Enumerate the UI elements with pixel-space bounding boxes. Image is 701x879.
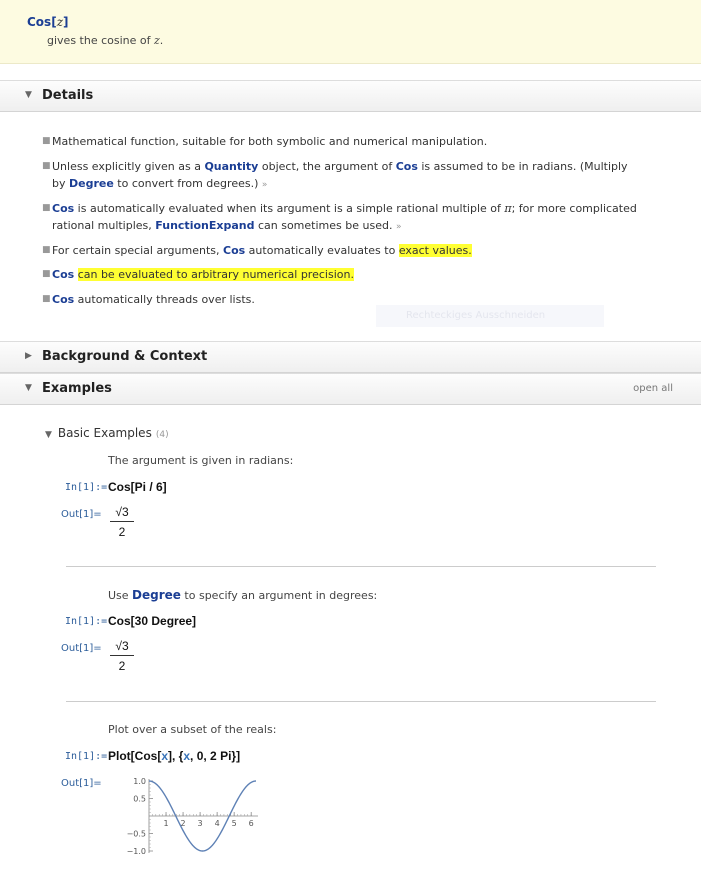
ghost-tooltip-text: Rechteckiges Ausschneiden (406, 310, 546, 321)
bullet-icon: ■ (42, 136, 51, 146)
t: rational multiples, (52, 219, 156, 232)
ghost-tooltip (376, 305, 604, 327)
y-tick-label: 1.0 (133, 777, 146, 786)
highlighted-text: can be evaluated to arbitrary numerical precision. (77, 268, 354, 281)
expanded-triangle-icon: ▼ (25, 383, 32, 393)
detail-text (52, 200, 662, 236)
var: x (161, 749, 169, 763)
link-degree[interactable]: Degree (69, 177, 114, 190)
link-quantity[interactable]: Quantity (204, 160, 259, 173)
t: by (52, 177, 69, 190)
detail-text (52, 242, 662, 259)
divider (66, 701, 656, 702)
x-tick-label: 3 (197, 819, 203, 828)
usage-box (0, 0, 701, 64)
t: automatically evaluates to (245, 244, 399, 257)
t: ], { (168, 749, 184, 763)
output-fraction (110, 639, 134, 673)
t: Unless explicitly given as a (52, 160, 205, 173)
t: Use (108, 589, 133, 602)
section-details-title: Details (42, 88, 94, 103)
numerator: √3 (110, 505, 134, 522)
y-tick-label: −1.0 (126, 847, 146, 856)
t: to specify an argument in degrees: (180, 589, 378, 602)
input-label: In[1]:= (65, 751, 108, 762)
section-examples-title: Examples (42, 381, 112, 396)
example-caption (108, 588, 377, 602)
output-label: Out[1]= (61, 643, 102, 654)
y-tick-label: −0.5 (126, 829, 146, 839)
usage-desc-text: gives the cosine of (47, 34, 154, 47)
link-cos[interactable]: Cos (52, 293, 75, 306)
divider (66, 566, 656, 567)
bullet-icon: ■ (42, 269, 51, 279)
detail-bullet-4 (42, 242, 662, 259)
x-tick-label: 6 (248, 819, 254, 828)
section-background-title: Background & Context (42, 349, 208, 364)
bullet-icon: ■ (42, 245, 51, 255)
usage-desc-end: . (159, 34, 164, 47)
basic-examples-count: (4) (155, 430, 169, 440)
bullet-icon: ■ (42, 294, 51, 304)
pi-symbol: π (504, 202, 512, 215)
example-caption: The argument is given in radians: (108, 454, 294, 467)
usage-description (47, 34, 163, 47)
t: is assumed to be in radians. (Multiply (417, 160, 628, 173)
link-cos[interactable]: Cos (52, 202, 75, 215)
y-tick-label: 0.5 (133, 794, 146, 804)
input-code[interactable]: Cos[30 Degree] (108, 614, 197, 628)
more-arrow-icon[interactable]: » (395, 222, 402, 232)
usage-desc-var: z (154, 34, 160, 47)
highlighted-text: exact values. (398, 244, 472, 257)
expanded-triangle-icon: ▼ (45, 430, 52, 440)
var: x (183, 749, 191, 763)
link-cos[interactable]: Cos (395, 160, 418, 173)
t: For certain special arguments, (52, 244, 223, 257)
detail-bullet-5 (42, 266, 662, 283)
more-arrow-icon[interactable]: » (261, 180, 268, 190)
basic-examples-title: Basic Examples (57, 426, 152, 440)
link-functionexpand[interactable]: FunctionExpand (155, 219, 255, 232)
cosine-plot (105, 770, 265, 860)
x-tick-label: 4 (214, 819, 220, 828)
t: is automatically evaluated when its argument is a simple rational multiple of (74, 202, 505, 215)
section-details[interactable] (0, 80, 701, 112)
link-cos[interactable]: Cos (52, 268, 75, 281)
bullet-icon: ■ (42, 203, 51, 213)
input-code[interactable] (108, 749, 240, 763)
link-degree[interactable]: Degree (132, 588, 181, 602)
denominator: 2 (118, 659, 126, 673)
t: to convert from degrees.) (113, 177, 259, 190)
t: Plot[Cos[ (108, 749, 162, 763)
open-all-link[interactable]: open all (633, 383, 673, 394)
t: , 0, 2 Pi}] (190, 749, 241, 763)
detail-text: Mathematical function, suitable for both symbolic and numerical manipulation. (52, 135, 488, 148)
detail-bullet-1 (42, 133, 662, 150)
output-label: Out[1]= (61, 778, 102, 789)
detail-bullet-2 (42, 158, 662, 194)
section-examples[interactable] (0, 373, 701, 405)
bullet-icon: ■ (42, 161, 51, 171)
output-fraction (110, 505, 134, 539)
detail-bullet-3 (42, 200, 662, 236)
basic-examples-header[interactable] (45, 426, 169, 440)
usage-fn[interactable]: Cos (27, 15, 52, 29)
input-label: In[1]:= (65, 616, 108, 627)
t: ; for more complicated (511, 202, 637, 215)
t: object, the argument of (258, 160, 396, 173)
denominator: 2 (118, 525, 126, 539)
input-label: In[1]:= (65, 482, 108, 493)
t: can sometimes be used. (254, 219, 393, 232)
x-tick-label: 2 (180, 819, 186, 828)
expanded-triangle-icon: ▼ (25, 90, 32, 100)
t: automatically threads over lists. (74, 293, 255, 306)
x-tick-label: 1 (163, 819, 169, 828)
detail-text (52, 266, 662, 283)
usage-signature: Cos[z] (27, 15, 69, 29)
link-cos[interactable]: Cos (223, 244, 246, 257)
input-code[interactable]: Cos[Pi / 6] (108, 480, 167, 494)
x-tick-label: 5 (231, 819, 237, 828)
output-label: Out[1]= (61, 509, 102, 520)
usage-arg: z (56, 15, 64, 29)
collapsed-triangle-icon: ▶ (25, 351, 32, 361)
detail-text (52, 158, 662, 194)
example-caption: Plot over a subset of the reals: (108, 723, 277, 736)
section-background[interactable] (0, 341, 701, 373)
numerator: √3 (110, 639, 134, 656)
